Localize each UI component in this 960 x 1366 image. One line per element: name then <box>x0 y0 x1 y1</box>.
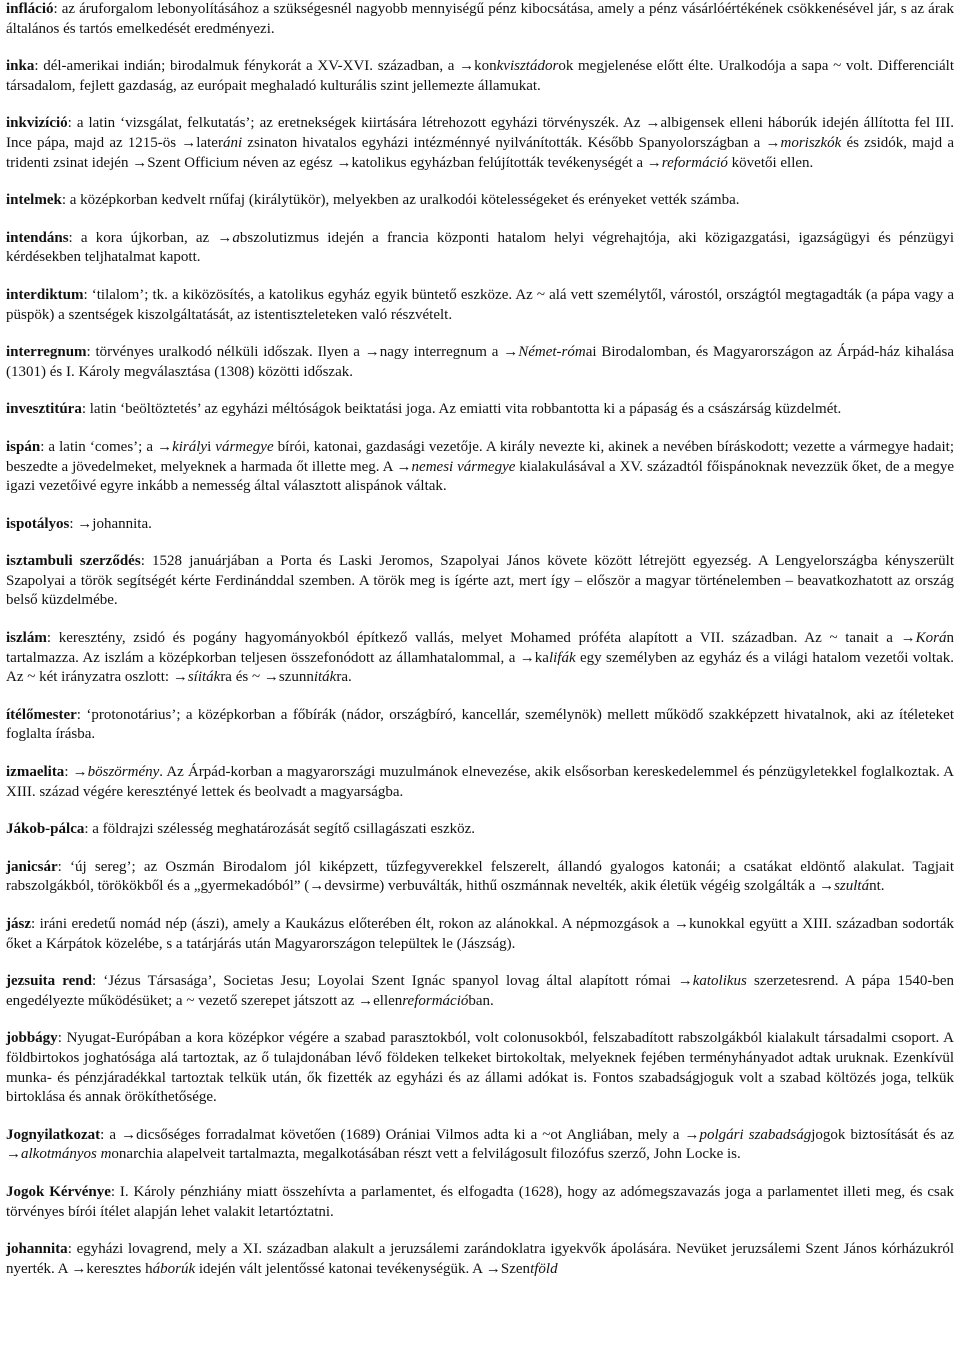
cross-reference-link[interactable]: → kunokkal <box>674 916 745 932</box>
entry-text: jogok biztosítását és az <box>811 1126 954 1143</box>
glossary-entry-jobbagy <box>6 1029 954 1107</box>
entry-term: Jognyilatkozat <box>6 1126 101 1143</box>
entry-text: ai Birodalomban, és Magyarországon az Árpád-ház kihalása (1301) és I. Károly megválasztása (1308) közötti időszak. <box>6 344 954 380</box>
cross-reference-link[interactable]: → király <box>157 439 207 455</box>
entry-text: idején vált jelentőssé katonai tevékenységük. A <box>195 1260 486 1277</box>
entry-text: ) verbuválták, hithű oszmánnak nevelték, akik életük végéig szolgálták a <box>379 878 820 895</box>
entry-text: idején a francia központi hatalom helyi végrehajtója, aki közigazgatási, igazságügyi és pénzügyi kérdésekben teljhatalmat kapott. <box>6 229 954 266</box>
entry-text: vármegye <box>215 438 274 455</box>
entry-term: johannita <box>6 1241 68 1258</box>
entry-text: ban. <box>468 992 494 1009</box>
cross-reference-link[interactable]: → szultá <box>819 878 869 894</box>
entry-text: szerzetesrend. A pápa 1540-ben engedélyezte működésüket; a ~ vezető szerepet játszott az <box>6 973 954 1009</box>
entry-term: intelmek <box>6 192 62 209</box>
entry-text: tföld <box>530 1260 558 1277</box>
entry-text: kvisztádor <box>496 58 559 75</box>
cross-reference-link[interactable]: → polgári sza <box>684 1127 767 1143</box>
entry-term: izmaelita <box>6 764 65 781</box>
cross-reference-link[interactable]: → later <box>181 135 223 151</box>
glossary-entry-jogok-kervenye <box>6 1183 954 1222</box>
cross-reference-link[interactable]: → Korá <box>901 630 947 646</box>
entry-text: zsinaton hivatalos egyházi intézménnyé nyilvánították. Később Spanyolországban a <box>242 134 766 151</box>
glossary-entry-intendans <box>6 229 954 268</box>
entry-term: jobbágy <box>6 1030 58 1047</box>
cross-reference-link[interactable]: → keresztes h <box>71 1261 152 1277</box>
glossary-entry-jakob-palca <box>6 820 954 840</box>
entry-text: : ‘új sereg’; az Oszmán Birodalom jól kiképzett, tűzfegyverekkel felszerelt, állandó gyalogos katonái; a csatákat eldöntő alakulat. Tagjait rabszolgákból, törökökből és a „gyermekadóból” ( <box>6 858 954 895</box>
entry-term: ispotályos <box>6 515 70 532</box>
cross-reference-link[interactable]: → katolikus <box>336 155 406 171</box>
entry-text: : az áruforgalom lebonyolításához a szükségesnél nagyobb mennyiségű pénz kibocsátása, amely a pénz vásárlóértékének csökkenésével jár, s az árak általános és tartós emelkedését eredményezi. <box>6 1 954 37</box>
cross-reference-link[interactable]: → dicsőséges forradalmat <box>121 1127 275 1143</box>
entry-text: ra. <box>336 669 352 686</box>
cross-reference-link[interactable]: → böszörmény <box>73 764 160 780</box>
glossary-entry-johannita <box>6 1240 954 1279</box>
cross-reference-link[interactable]: → Szen <box>486 1261 530 1277</box>
entry-text: együtt a XIII. században sodorták őket a Kárpátok közelébe, s a tatárjárás után Magyarországon települtek le (Jászság). <box>6 916 954 952</box>
entry-text: : a középkorban kedvelt rnűfaj (királytükör), melyekben az uralkodói kötelességeket és erényeket vették számba. <box>61 192 740 209</box>
entry-text: követően (1689) Orániai Vilmos adta ki a ~ot Angliában, mely a <box>275 1126 685 1143</box>
entry-text: iták <box>313 669 337 686</box>
entry-text: : a kora újkorban, az <box>68 229 218 246</box>
cross-reference-link[interactable]: → moriszkók <box>765 135 841 151</box>
cross-reference-link[interactable]: → ellen <box>358 993 402 1009</box>
entry-text: követői ellen. <box>727 154 814 171</box>
glossary-entry-jasz <box>6 915 954 954</box>
entry-text: : a latin ‘vizsgálat, felkutatás’; az eretnekségek kiirtására létrehozott egyházi törvényszék. Az <box>67 115 646 132</box>
entry-text: és zsidók, majd a tridenti zsinat idején <box>6 134 954 171</box>
entry-text: bírói, katonai, gazdasági vezetője. A király nevezte ki, akinek a nevében bíráskodott; vezette a vármegye hadait; beszedte a jövedelmeket, melyeknek a harmada őt illette meg. A <box>6 438 954 475</box>
entry-term: inka <box>6 58 35 75</box>
cross-reference-link[interactable]: → johannita <box>77 516 148 532</box>
cross-reference-link[interactable]: → devsirme <box>309 878 379 894</box>
glossary-entry-interregnum <box>6 343 954 382</box>
glossary-entry-ispan <box>6 438 954 497</box>
entry-term: inflác <box>6 1 42 17</box>
glossary-entry-isztambuli <box>6 552 954 611</box>
glossary-entry-jezsuita <box>6 972 954 1011</box>
entry-text: reformáció <box>402 992 469 1009</box>
glossary-entry-ispotalyos <box>6 515 954 535</box>
cross-reference-link[interactable]: → ka <box>520 650 549 666</box>
entry-text: bszolutizmus <box>239 229 320 246</box>
entry-text: lifák <box>548 649 576 666</box>
entry-text: egyházban felújították tevékenységét a <box>406 154 647 171</box>
entry-text: : Nyugat-Európában a kora középkor végére a szabad parasztokból, volt colonusokból, felszabadított rabszolgákból kialakult társadalmi csoport. A földbirtokos joghatósága alá tartoztak, az ő tulajdonában lévő földeken telkeket birtokoltak, melyeknek fejében terményhányadot adtak uruknak. Ezenkívül munka- és pénzjáradékkal tartoztak telkük után, ők fizették az egyházi és az állami adókat is. Fontos szabadságjoguk volt a szabad költözés joga, telkük birtoklása és annak örökíthetősége. <box>6 1030 954 1106</box>
entry-term: Jogok Kérvénye <box>6 1183 111 1200</box>
entry-text: : ‘Jézus Társasága’, Societas Jesu; Loyolai Szent Ignác spanyol lovag által alapított római <box>92 973 678 990</box>
entry-term: janicsár <box>6 858 58 875</box>
glossary-entry-inka <box>6 57 954 96</box>
entry-term: jezsuita rend <box>6 973 92 990</box>
entry-text: : latin ‘beöltöztetés’ az egyházi méltóságok beiktatási joga. Az emiatti vita robbantotta ki a pápaság és a császárság küzdelmét. <box>81 401 842 418</box>
entry-term: invesztitúra <box>6 401 82 418</box>
glossary-entry-interdiktum <box>6 286 954 325</box>
entry-term: intendáns <box>6 229 69 246</box>
glossary-entry-iteloemester <box>6 706 954 745</box>
glossary-entry-jognyilatkozat <box>6 1126 954 1165</box>
entry-term: isztambuli szerződés <box>6 553 141 570</box>
entry-text: : ‘protonotárius’; a középkorban a főbírák (nádor, országbíró, kancellár, személynök) mellett működő szakképzett hivatalnok, aki az ítéleteket foglalta írásba. <box>6 706 954 743</box>
entry-term: jász <box>6 916 31 932</box>
glossary-entry-invesztitura <box>6 400 954 420</box>
entry-text: : <box>64 764 73 781</box>
glossary-entry-janicsar <box>6 858 954 897</box>
entry-text: : egyházi lovagrend, mely a XI. században alakult a jeruzsálemi zarándoklatra igyekvők ápolására. Nevüket jeruzsálemi Szent János kórházukról nyerték. A <box>6 1241 954 1277</box>
cross-reference-link[interactable]: → katolikus <box>678 973 747 989</box>
entry-term: interdiktum <box>6 286 84 303</box>
cross-reference-link[interactable]: → alkotmányos m <box>6 1146 111 1162</box>
entry-text: ra és ~ <box>220 669 264 686</box>
cross-reference-link[interactable]: → Szent Officium <box>132 155 239 171</box>
cross-reference-link[interactable]: → nagy interregnum <box>365 344 487 360</box>
entry-term: Jákob-pálca <box>6 821 85 838</box>
cross-reference-link[interactable]: → albigensek elleni háborúk <box>645 115 817 131</box>
entry-text: onarchia alapelveit tartalmazta, megalkotásában részt vett a felvilágosult filozófus szerző, John Locke is. <box>111 1146 741 1163</box>
entry-term: ítélőmester <box>6 706 77 723</box>
glossary-entry-izmaelita <box>6 763 954 802</box>
cross-reference-link[interactable]: → kon <box>459 58 497 74</box>
entry-term: ispán <box>6 438 41 455</box>
entry-text: egy személyben az egyház és a világi hatalom vezetői voltak. Az ~ két irányzatra oszlott: <box>6 649 955 686</box>
entry-text: . Az Árpád-korban a magyarországi muzulmánok elnevezése, akik elsősorban kereskedelemmel és pénzügyletekkel foglalkoztak. A XIII. század végére keresztényé lettek és beolvadt a magyarságba. <box>6 764 954 800</box>
entry-text: nt. <box>869 878 885 895</box>
entry-term: interregnum <box>6 344 87 361</box>
entry-text: : 1528 januárjában a Porta és Laski Jeromos, Szapolyai János követe között létrejött egyezség. A Lengyelországba kényszerült Szapolyai a török segítségét kérte Ferdinánddal szemben. A török meg is ígérte azt, mert így – először a magyar történelemben – beavatkozhatott az ország belső küzdelmébe. <box>6 553 955 609</box>
entry-text: : törvényes uralkodó nélküli időszak. Ilyen a <box>86 344 365 361</box>
entry-text: áborúk <box>152 1260 196 1277</box>
entry-text: néven az egész <box>239 154 337 171</box>
entry-text: . <box>148 515 152 532</box>
entry-text: : <box>69 515 78 532</box>
entry-term: inkvizíció <box>6 115 68 132</box>
entry-text: idején állította fel III. Ince pápa, majd az 1215-ös <box>6 115 954 151</box>
cross-reference-link[interactable]: → szunn <box>264 669 314 685</box>
entry-text: : a latin ‘comes’; a <box>40 438 158 455</box>
glossary-entry-iszlam <box>6 629 954 688</box>
entry-text: : keresztény, zsidó és pogány hagyományokból építkező vallás, melyet Mohamed próféta alapított a VII. században. Az ~ tanait a <box>46 630 901 647</box>
entry-text: : dél-amerikai indián; birodalmuk fénykorát a XV-XVI. században, a <box>34 58 460 75</box>
cross-reference-link[interactable]: → síiták <box>173 669 221 685</box>
glossary-entry-inflacio <box>6 0 954 39</box>
entry-text: : ‘tilalom’; tk. a kiközösítés, a katolikus egyház egyik büntető eszköze. Az ~ alá vett személytől, várostól, országtól megtagadták (a pápa vagy a püspök) a szentségek kiszolgáltatását, az istentiszteleteken való részvételt. <box>6 286 954 323</box>
entry-text: áni <box>222 134 243 151</box>
cross-reference-link[interactable]: → nemesi vármegye <box>397 459 516 475</box>
glossary-entry-inkvizicio <box>6 114 954 173</box>
entry-text: ok megjelenése előtt élte. Uralkodója a sapa ~ volt. Differenciált társadalom, fejlett gazdaság, az európait meghaladó kulturális szint jellemezte államukat. <box>6 58 954 94</box>
entry-text: : a földrajzi szélesség meghatározását segítő csillagászati eszköz. <box>84 821 476 838</box>
cross-reference-link[interactable]: → Német-róm <box>503 344 586 360</box>
entry-text: badság <box>767 1126 812 1143</box>
entry-text: kialakulásával a XV. századtól főispánoknak nevezzük őket, de a megye igazi vezetőivé egyre inkább a nemesség által választott alispánok váltak. <box>6 458 954 495</box>
entry-text: : iráni eredetű nomád nép (ászi), amely a Kaukázus előterében élt, rokon az alánokkal. A népmozgások a <box>31 916 674 932</box>
cross-reference-link[interactable]: → reformáció <box>647 155 728 171</box>
entry-term: ió <box>41 1 54 17</box>
entry-text: a <box>486 344 504 361</box>
entry-text: n tartalmazza. Az iszlám a középkorban teljesen összefonódott az államhatalommal, a <box>6 630 954 666</box>
entry-text: : a <box>100 1126 122 1143</box>
entry-term: iszlám <box>6 630 47 647</box>
cross-reference-link[interactable]: → a <box>217 230 240 246</box>
entry-text: i <box>207 438 216 455</box>
entry-text: : I. Károly pénzhiány miatt összehívta a parlamentet, és elfogadta (1628), hogy az adómegszavazás joga a parlamentet illeti meg, és csak törvényes bírói ítélet alapján lehet valakit letartóztatni. <box>6 1183 954 1220</box>
glossary-entry-intelmek <box>6 191 954 211</box>
